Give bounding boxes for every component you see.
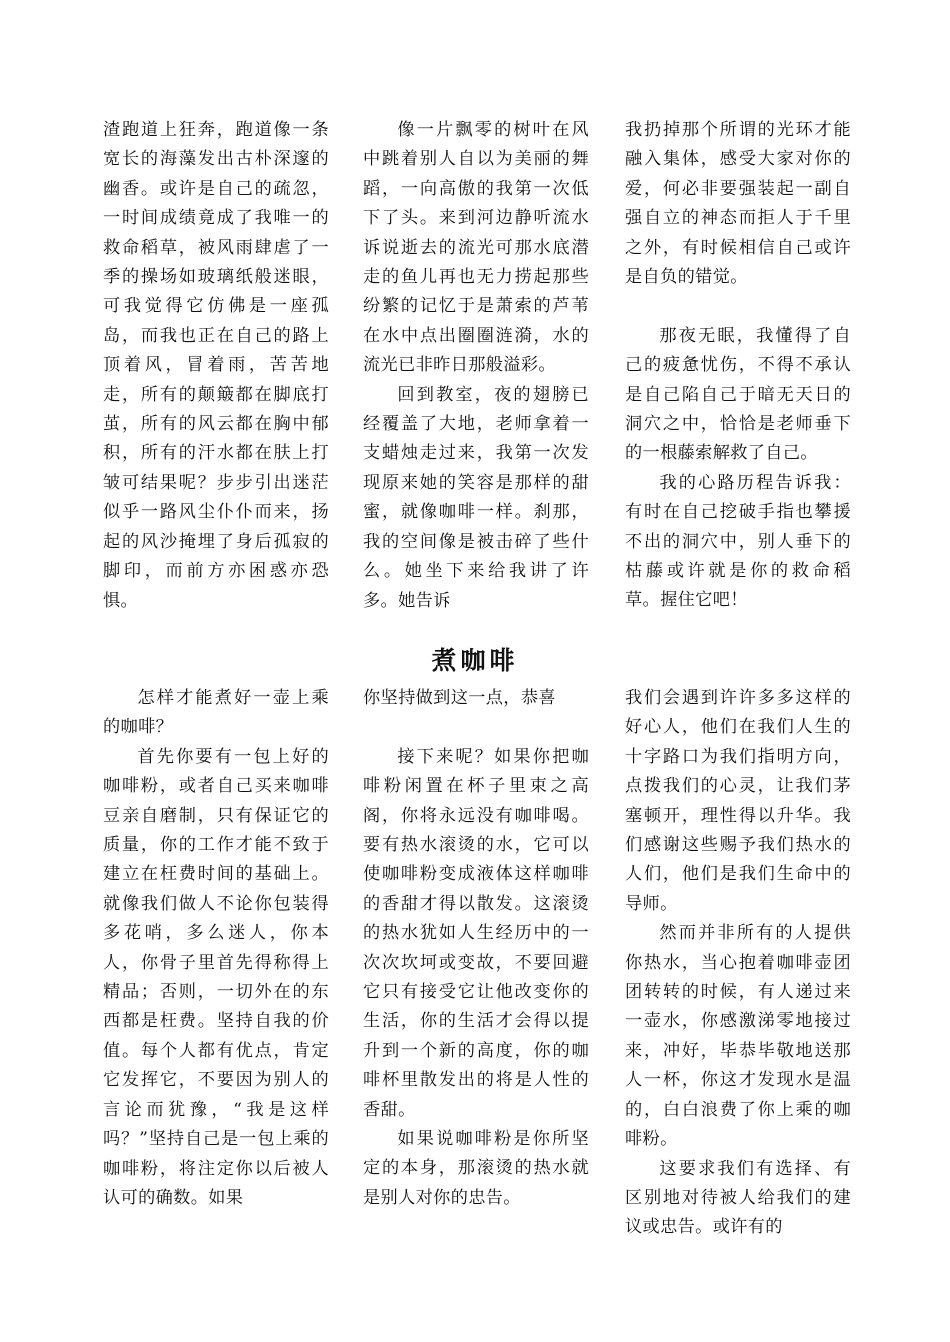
paragraph: 首先你要有一包上好的咖啡粉，或者自己买来咖啡豆亲自磨制，只有保证它的质量，你的工作才能不致于建立在枉费时间的基础上。就像我们做人不论你包装得多花哨，多么迷人，你本人，你骨子里首先得称得上精品；否则，一切外在的东西都是枉费。坚持自我的价值。每个人都有优点，肯定它发挥它，不要因为别人的言论而犹豫，“我是这样吗？”坚持自己是一包上乘的咖啡粉，将注定你以后被人认可的确数。如果 [103,746,329,1208]
paragraph: 渣跑道上狂奔，跑道像一条宽长的海藻发出古朴深邃的幽香。或许是自己的疏忽，一时间成绩竟成了我唯一的救命稻草，被风雨肆虐了一季的操场如玻璃纸般迷眼，可我觉得它仿佛是一座孤岛，而我也正在自己的路上顶着风，冒着雨，苦苦地走，所有的颠簸都在脚底打茧，所有的风云都在胸中郁积，所有的汗水都在肤上打皱可结果呢？步步引出迷茫似乎一路风尘仆仆而来，扬起的风沙掩埋了身后孤寂的脚印，而前方亦困惑亦恐惧。 [103,120,329,611]
article-column-2 [363,684,589,1213]
article-title: 煮咖啡 [431,646,519,675]
top-column-3 [625,116,851,616]
paragraph: 那夜无眠，我懂得了自己的疲惫忧伤，不得不承认是自己陷自己于暗无天日的洞穴之中，恰恰是老师垂下的一根藤索解救了自己。 [625,325,851,464]
paragraph: 我扔掉那个所谓的光环才能融入集体，感受大家对你的爱，何必非要强装起一副自强自立的神态而拒人于千里之外，有时候相信自己或许是自负的错觉。 [625,120,851,288]
paragraph: 怎样才能煮好一壶上乘的咖啡？ [103,688,329,738]
top-column-2 [363,116,589,616]
paragraph: 回到教室，夜的翅膀已经覆盖了大地，老师拿着一支蜡烛走过来，我第一次发现原来她的笑容是那样的甜蜜，就像咖啡一样。刹那，我的空间像是被击碎了些什么。她坐下来给我讲了许多。她告诉 [363,384,589,611]
paragraph: 如果说咖啡粉是你所坚定的本身，那滚烫的热水就是别人对你的忠告。 [363,1129,589,1208]
top-column-1 [103,116,329,616]
paragraph: 然而并非所有的人提供你热水，当心抱着咖啡壶团团转转的时候，有人递过来一壶水，你感激涕零地接过来，冲好，毕恭毕敬地送那人一杯，你这才发现水是温的，白白浪费了你上乘的咖啡粉。 [625,923,851,1150]
article-column-3 [625,684,851,1243]
paragraph: 你坚持做到这一点，恭喜 [363,688,556,708]
paragraph: 我的心路历程告诉我：有时在自己挖破手指也攀援不出的洞穴中，别人垂下的枯藤或许就是你的救命稻草。握住它吧！ [625,472,851,611]
paragraph: 像一片飘零的树叶在风中跳着别人自以为美丽的舞蹈，一向高傲的我第一次低下了头。来到河边静听流水诉说逝去的流光可那水底潜走的鱼儿再也无力捞起那些纷繁的记忆于是萧索的芦苇在水中点出圈圈涟漪，水的流光已非昨日那般溢彩。 [363,120,589,376]
article-column-1 [103,684,329,1213]
paragraph: 我们会遇到许许多多这样的好心人，他们在我们人生的十字路口为我们指明方向，点拨我们的心灵，让我们茅塞顿开，理性得以升华。我们感谢这些赐予我们热水的人们，他们是我们生命中的导师。 [625,688,851,914]
paragraph: 接下来呢？如果你把咖啡粉闲置在杯子里束之高阁，你将永远没有咖啡喝。要有热水滚烫的水，它可以使咖啡粉变成液体这样咖啡的香甜才得以散发。这滚烫的热水犹如人生经历中的一次次坎坷或变故，不要回避它只有接受它让他改变你的生活，你的生活才会得以提升到一个新的高度，你的咖啡杯里散发出的将是人性的香甜。 [363,746,589,1120]
paragraph: 这要求我们有选择、有区别地对待被人给我们的建议或忠告。或许有的 [625,1158,851,1238]
